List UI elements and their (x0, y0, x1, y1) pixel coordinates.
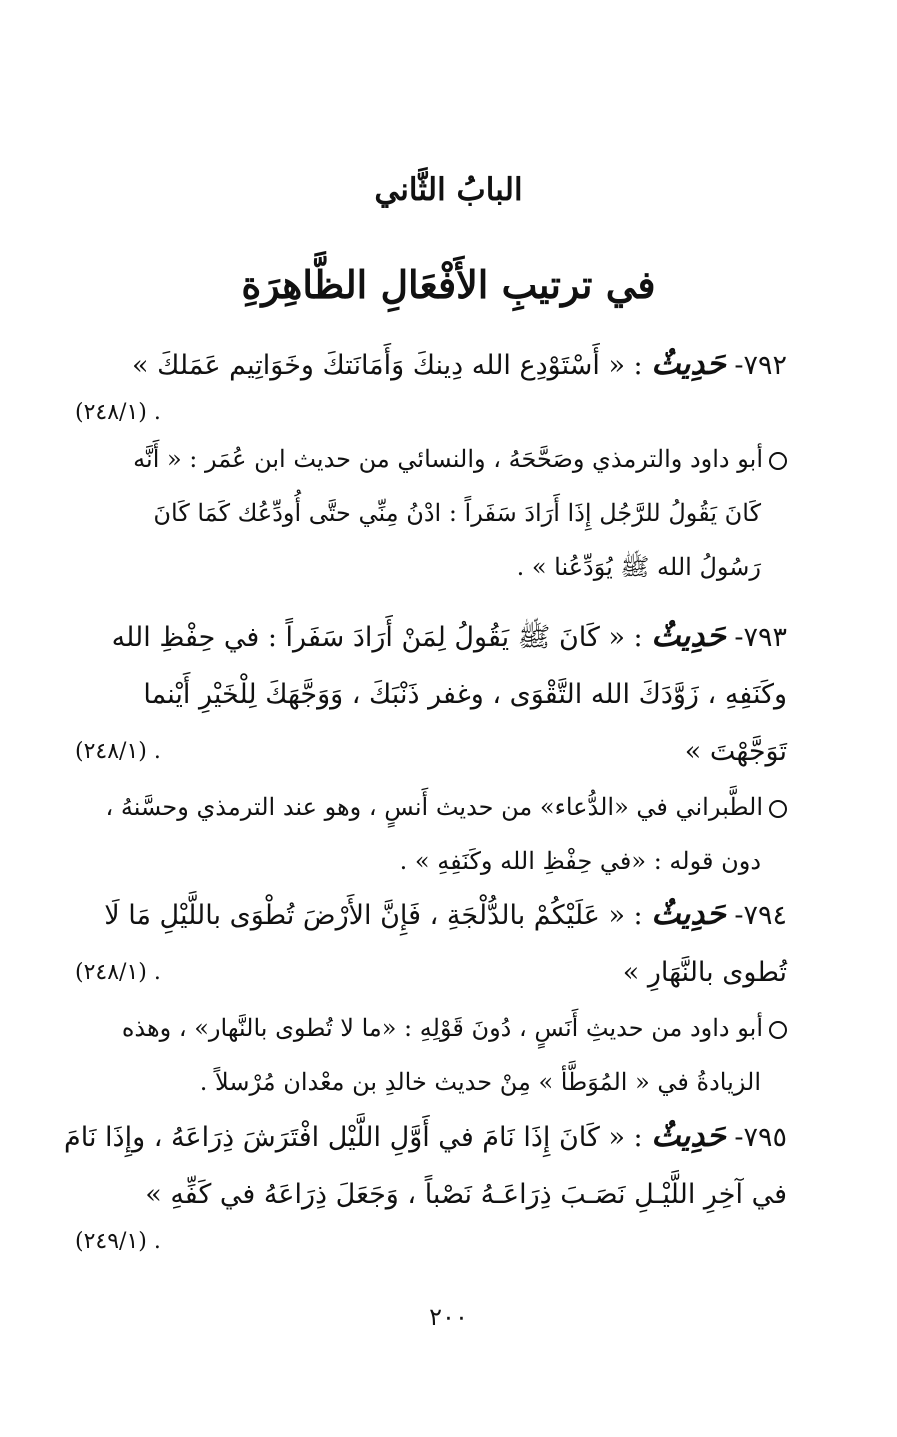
entry-number: ٧٩٥- (734, 1122, 787, 1153)
hadith-text: : « كَانَ ﷺ يَقُولُ لِمَنْ أَرَادَ سَفَراً : في حِفْظِ الله (111, 622, 643, 653)
hadith-text-line: في آخِرِ اللَّيْـلِ نَصَـبَ ذِرَاعَـهُ نَصْباً ، وَجَعَلَ ذِرَاعَهُ في كَفِّهِ » (145, 1179, 787, 1210)
hadith-text-line (75, 723, 787, 780)
takhrij-note (75, 432, 787, 594)
hadith-text-line: وكَنَفِهِ ، زَوَّدَكَ الله التَّقْوَى ، وغفر ذَنْبَكَ ، وَوَجَّهَكَ لِلْخَيْرِ أَيْنما (143, 679, 787, 710)
hadith-text: : « عَلَيْكُمْ بالدُّلْجَةِ ، فَإِنَّ الأَرْضَ تُطْوَى باللَّيْلِ مَا لَا (104, 900, 643, 931)
note-line: الزيادةُ في « المُوَطَّأ » مِنْ حديث خالدِ بن معْدان مُرْسلاً . (199, 1068, 761, 1096)
circle-bullet-icon (769, 800, 787, 818)
hadith-reference: . (٢٤٨/١) (75, 739, 161, 764)
hadith-label: حَدِيثٌ (651, 1118, 726, 1154)
hadith-text-line (75, 336, 787, 394)
circle-bullet-icon (769, 1021, 787, 1039)
entry-number: ٧٩٣- (734, 622, 787, 653)
takhrij-note (75, 1001, 787, 1109)
hadith-entry-793 (75, 608, 787, 888)
hadith-text: تُطوى بالنَّهَارِ » (622, 957, 787, 988)
hadith-text-line (64, 1108, 787, 1166)
note-line: أبو داود من حديثِ أَنَسٍ ، دُونَ قَوْلِهِ : «ما لا تُطوى بالنَّهار» ، وهذه (75, 1001, 787, 1055)
entry-number: ٧٩٢- (734, 350, 787, 381)
takhrij-note (75, 780, 787, 888)
hadith-text-line (75, 944, 787, 1001)
hadith-label: حَدِيثٌ (651, 896, 726, 932)
circle-bullet-icon (769, 452, 787, 470)
page-number: ٢٠٠ (429, 1303, 468, 1331)
note-line: دون قوله : «في حِفْظِ الله وكَنَفِهِ » . (399, 847, 761, 875)
hadith-reference: . (٢٤٩/١) (75, 1229, 161, 1254)
chapter-title: البابُ الثَّاني (374, 172, 523, 208)
note-line: أبو داود والترمذي وصَحَّحَهُ ، والنسائي من حديث ابن عُمَر : « أَنَّه (75, 432, 787, 486)
chapter-subtitle: في ترتيبِ الأَفْعَالِ الظَّاهِرَةِ (241, 262, 656, 307)
entry-number: ٧٩٤- (734, 900, 787, 931)
hadith-text-line (75, 608, 787, 666)
hadith-text: : « أَسْتَوْدِع الله دِينكَ وَأَمَانَتكَ وخَوَاتِيم عَمَلكَ » (132, 350, 643, 381)
hadith-entry-795 (64, 1108, 787, 1261)
hadith-text: : « كَانَ إِذَا نَامَ في أَوَّلِ اللَّيْل افْتَرَشَ ذِرَاعَهُ ، وإِذَا نَامَ (64, 1122, 643, 1153)
hadith-reference: . (٢٤٨/١) (75, 960, 161, 985)
note-line: كَانَ يَقُولُ للرَّجُل إِذَا أَرَادَ سَفَراً : ادْنُ مِنِّي حتَّى أُودِّعُك كَمَا كَانَ (153, 499, 761, 527)
hadith-text-line (75, 886, 787, 944)
hadith-label: حَدِيثٌ (651, 346, 726, 382)
hadith-reference: . (٢٤٨/١) (75, 400, 161, 425)
hadith-text: تَوَجَّهْتَ » (684, 736, 787, 767)
note-line: الطَّبراني في «الدُّعاء» من حديث أَنسٍ ، وهو عند الترمذي وحسَّنهُ ، (75, 780, 787, 834)
hadith-label: حَدِيثٌ (651, 618, 726, 654)
hadith-entry-792 (75, 336, 787, 594)
note-line: رَسُولُ الله ﷺ يُوَدِّعُنا » . (516, 553, 761, 581)
hadith-entry-794 (75, 886, 787, 1109)
